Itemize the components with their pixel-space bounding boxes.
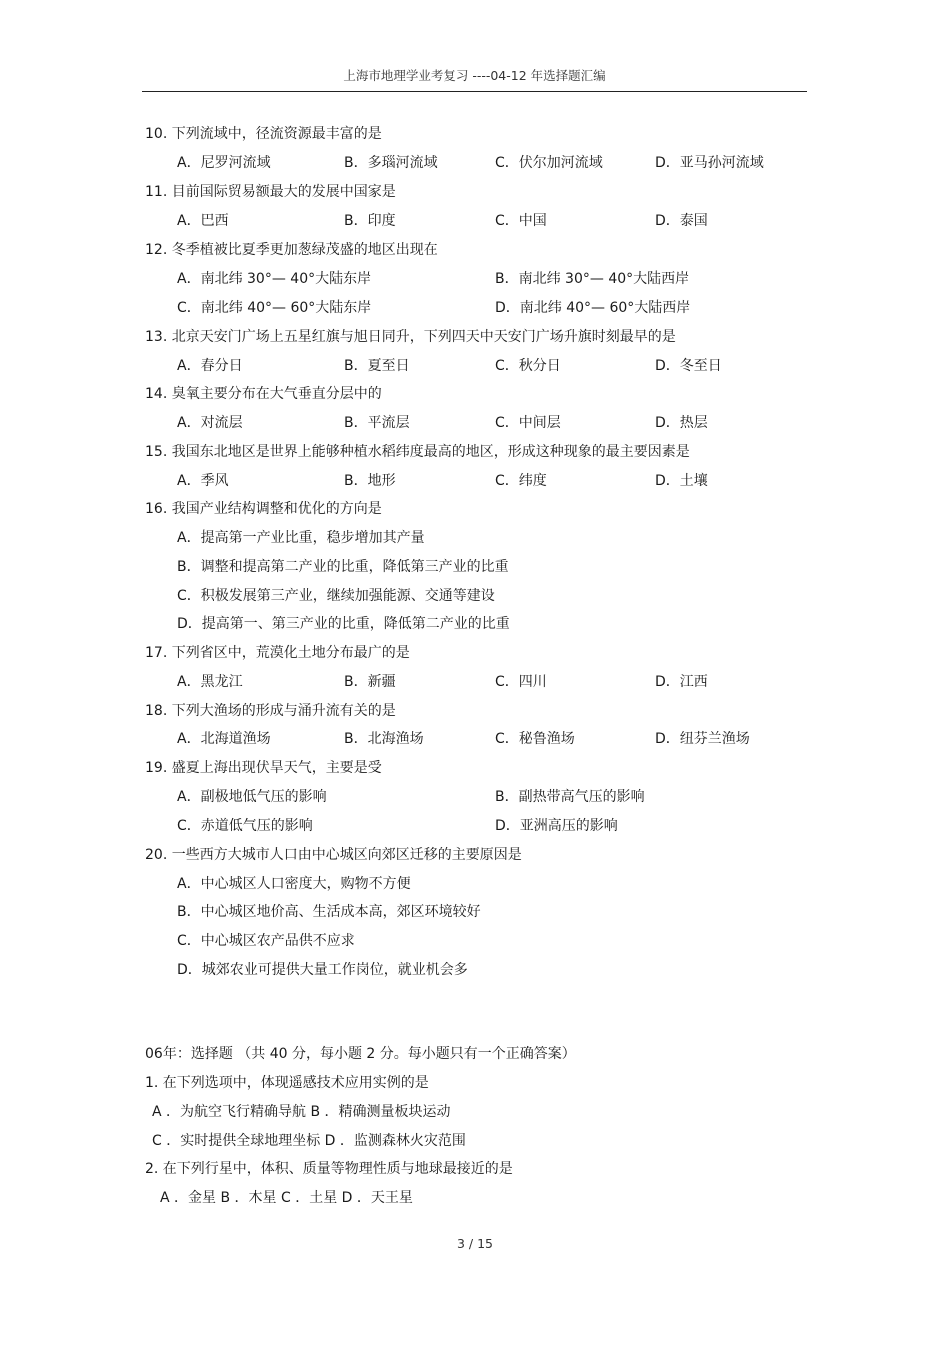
option-a: A．提高第一产业比重，稳步增加其产量 <box>177 530 425 546</box>
section-heading: 06年：选择题 （共 40 分，每小题 2 分。每小题只有一个正确答案） <box>145 1046 576 1062</box>
option-b: B．多瑙河流域 <box>344 155 438 171</box>
question-stem: 15. 我国东北地区是世界上能够种植水稻纬度最高的地区，形成这种现象的最主要因素是 <box>145 444 690 460</box>
option-a: A．黑龙江 <box>177 674 243 690</box>
option-a: A．副极地低气压的影响 <box>177 789 327 805</box>
question-stem: 14. 臭氧主要分布在大气垂直分层中的 <box>145 386 382 402</box>
option-d: D．亚洲高压的影响 <box>495 818 618 834</box>
options-row: A ．金星 B ．木星 C ．土星 D ．天王星 <box>160 1190 413 1206</box>
question-stem: 11. 目前国际贸易额最大的发展中国家是 <box>145 184 396 200</box>
question-stem: 12. 冬季植被比夏季更加葱绿茂盛的地区出现在 <box>145 242 438 258</box>
option-c: C．秋分日 <box>495 358 561 374</box>
option-a: A．尼罗河流域 <box>177 155 271 171</box>
option-a: A．巴西 <box>177 213 229 229</box>
options-cd: C ．实时提供全球地理坐标 D ．监测森林火灾范围 <box>152 1133 466 1149</box>
option-c: C．积极发展第三产业，继续加强能源、交通等建设 <box>177 588 495 604</box>
question-stem: 16. 我国产业结构调整和优化的方向是 <box>145 501 382 517</box>
option-d: D．土壤 <box>655 473 708 489</box>
options-ab: A ．为航空飞行精确导航 B ．精确测量板块运动 <box>152 1104 451 1120</box>
question-stem: 10. 下列流域中，径流资源最丰富的是 <box>145 126 382 142</box>
option-d: D．纽芬兰渔场 <box>655 731 750 747</box>
option-a: A．中心城区人口密度大，购物不方便 <box>177 876 411 892</box>
option-c: C．赤道低气压的影响 <box>177 818 313 834</box>
option-a: A．春分日 <box>177 358 243 374</box>
option-b: B．副热带高气压的影响 <box>495 789 645 805</box>
option-c: C．中心城区农产品供不应求 <box>177 933 355 949</box>
question-stem: 18. 下列大渔场的形成与涌升流有关的是 <box>145 703 396 719</box>
option-d: D．提高第一、第三产业的比重，降低第二产业的比重 <box>177 616 510 632</box>
question-stem: 1. 在下列选项中，体现遥感技术应用实例的是 <box>145 1075 429 1091</box>
option-c: C．四川 <box>495 674 547 690</box>
option-b: B．印度 <box>344 213 396 229</box>
option-c: C．伏尔加河流域 <box>495 155 603 171</box>
option-d: D．热层 <box>655 415 708 431</box>
option-d: D．泰国 <box>655 213 708 229</box>
option-b: B．夏至日 <box>344 358 410 374</box>
option-c: C．中间层 <box>495 415 561 431</box>
option-b: B．北海渔场 <box>344 731 424 747</box>
option-d: D．冬至日 <box>655 358 722 374</box>
option-a: A．对流层 <box>177 415 243 431</box>
option-d: D．城郊农业可提供大量工作岗位，就业机会多 <box>177 962 468 978</box>
option-b: B．地形 <box>344 473 396 489</box>
question-stem: 2. 在下列行星中，体积、质量等物理性质与地球最接近的是 <box>145 1161 513 1177</box>
option-d: D．江西 <box>655 674 708 690</box>
header-rule <box>142 91 807 92</box>
page-header: 上海市地理学业考复习 ----04-12 年选择题汇编 <box>343 68 606 83</box>
option-a: A．北海道渔场 <box>177 731 271 747</box>
option-c: C．中国 <box>495 213 547 229</box>
question-stem: 17. 下列省区中，荒漠化土地分布最广的是 <box>145 645 410 661</box>
option-c: C．南北纬 40°— 60°大陆东岸 <box>177 300 372 316</box>
option-d: D．南北纬 40°— 60°大陆西岸 <box>495 300 691 316</box>
question-stem: 13. 北京天安门广场上五星红旗与旭日同升，下列四天中天安门广场升旗时刻最早的是 <box>145 329 676 345</box>
option-a: A．季风 <box>177 473 229 489</box>
option-b: B．新疆 <box>344 674 396 690</box>
option-a: A．南北纬 30°— 40°大陆东岸 <box>177 271 372 287</box>
question-stem: 19. 盛夏上海出现伏旱天气，主要是受 <box>145 760 382 776</box>
option-b: B．平流层 <box>344 415 410 431</box>
page-number: 3 / 15 <box>456 1236 494 1251</box>
option-b: B．南北纬 30°— 40°大陆西岸 <box>495 271 690 287</box>
option-c: C．秘鲁渔场 <box>495 731 575 747</box>
option-b: B．调整和提高第二产业的比重，降低第三产业的比重 <box>177 559 509 575</box>
option-c: C．纬度 <box>495 473 547 489</box>
option-b: B．中心城区地价高、生活成本高，郊区环境较好 <box>177 904 481 920</box>
question-stem: 20. 一些西方大城市人口由中心城区向郊区迁移的主要原因是 <box>145 847 522 863</box>
option-d: D．亚马孙河流域 <box>655 155 764 171</box>
